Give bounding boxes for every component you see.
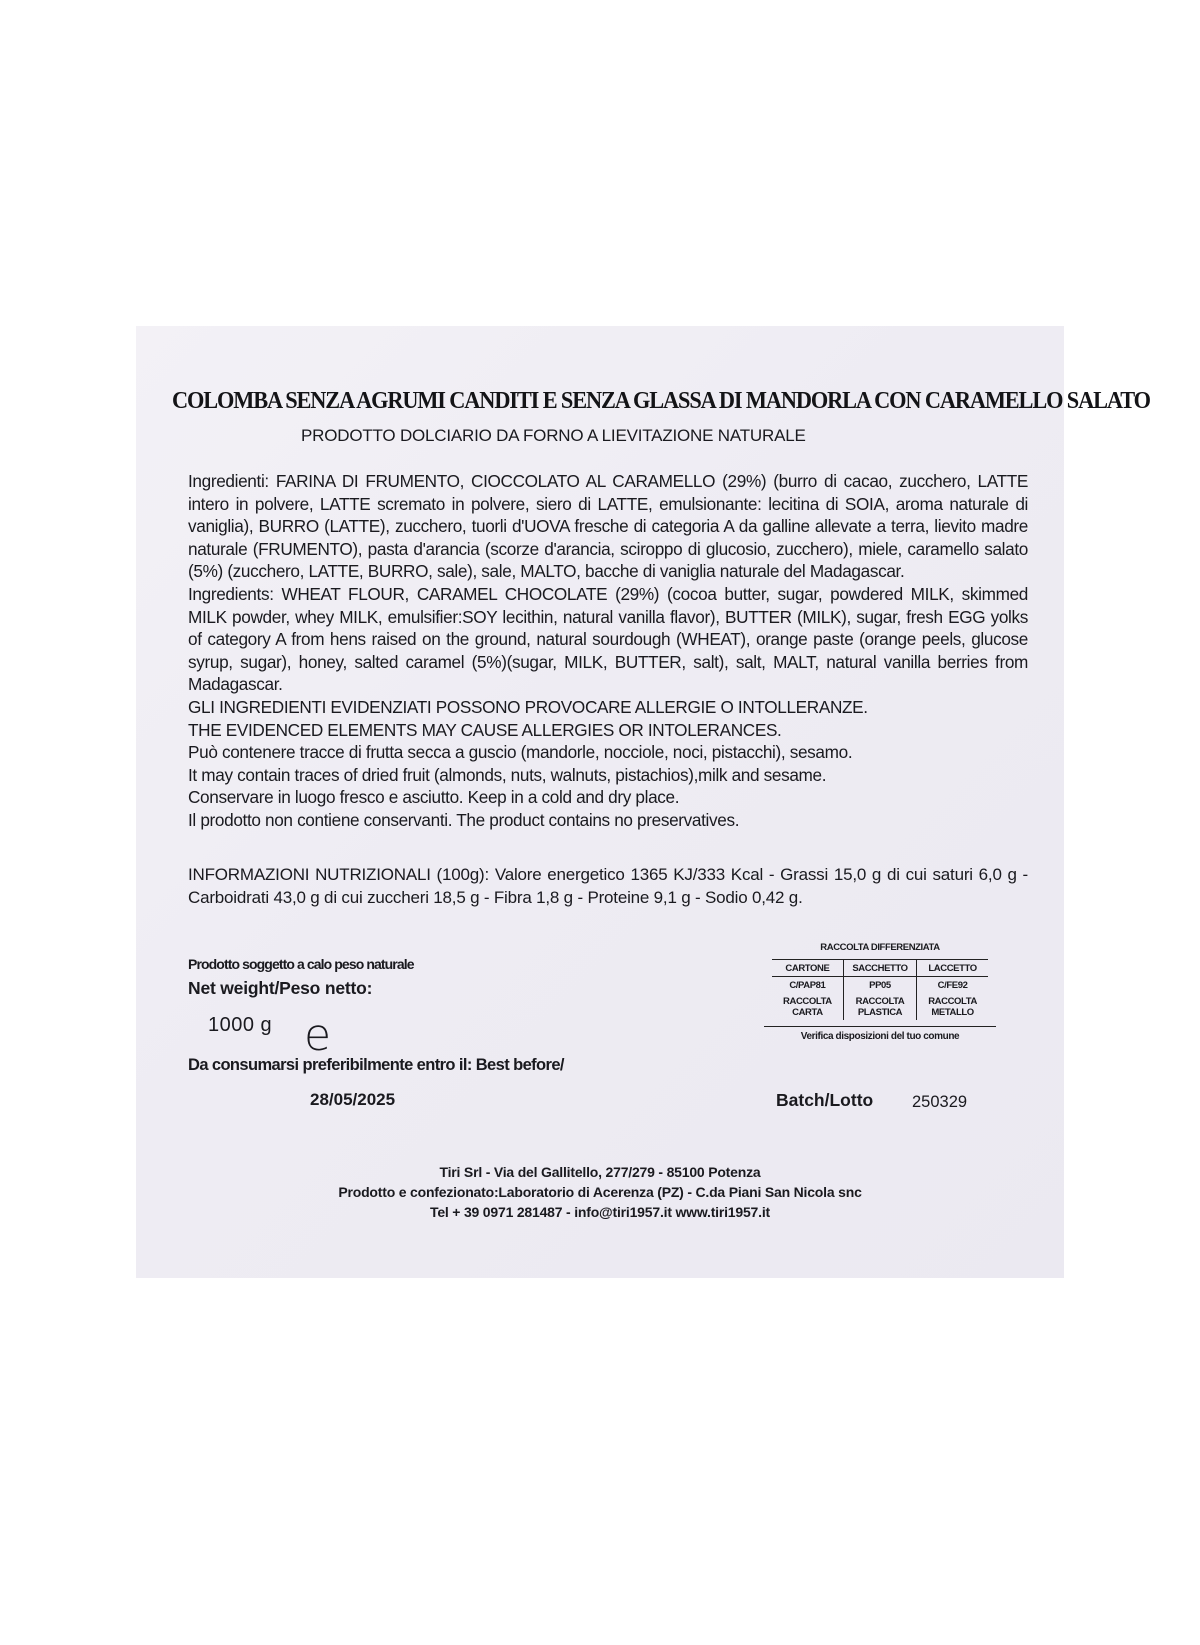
footer-address: Tiri Srl - Via del Gallitello, 277/279 - 85100 Potenza xyxy=(439,1164,761,1180)
batch-value: 250329 xyxy=(912,1093,968,1111)
recycling-col-collection: RACCOLTA PLASTICA xyxy=(843,993,916,1020)
recycling-col-name: LACCETTO xyxy=(917,960,988,977)
recycling-col-code: PP05 xyxy=(843,977,916,994)
recycling-col-collection: RACCOLTA METALLO xyxy=(917,993,988,1020)
product-title: COLOMBA SENZA AGRUMI CANDITI E SENZA GLASSA DI MANDORLA CON CARAMELLO SALATO xyxy=(172,388,1150,414)
recycling-note: Verifica disposizioni del tuo comune xyxy=(764,1026,996,1042)
company-footer xyxy=(136,1162,1064,1222)
allergy-warning-english: THE EVIDENCED ELEMENTS MAY CAUSE ALLERGIES OR INTOLERANCES. xyxy=(188,719,782,740)
preservatives-note: Il prodotto non contiene conservanti. The product contains no preservatives. xyxy=(188,809,740,830)
recycling-title: RACCOLTA DIFFERENZIATA xyxy=(772,942,988,960)
estimated-sign-icon: e xyxy=(304,1010,332,1061)
storage-instructions: Conservare in luogo fresco e asciutto. Keep in a cold and dry place. xyxy=(188,787,680,808)
product-label xyxy=(136,326,1150,1278)
batch-label: Batch/Lotto xyxy=(776,1090,874,1110)
allergy-warning-italian: GLI INGREDIENTI EVIDENZIATI POSSONO PROVOCARE ALLERGIE O INTOLLERANZE. xyxy=(188,696,868,717)
ingredients-block xyxy=(188,470,1028,832)
ingredients-english: Ingredients: WHEAT FLOUR, CARAMEL CHOCOLATE (29%) (cocoa butter, sugar, powdered MILK, skimmed MILK powder, whey MILK, emulsifier:SOY lecithin, natural vanilla flavor), BUTTER (MILK), sugar, fresh EGG yolks of category A from hens raised on the ground, natural sourdough (WHEAT), orange paste (orange peels, glucose syrup, sugar), honey, salted caramel (5%)(sugar, MILK, BUTTER, salt), salt, MALT, natural vanilla berries from Madagascar. xyxy=(188,583,1028,695)
footer-contacts: Tel + 39 0971 281487 - info@tiri1957.it www.tiri1957.it xyxy=(430,1204,770,1220)
best-before-date: 28/05/2025 xyxy=(310,1090,396,1109)
best-before-label: Da consumarsi preferibilmente entro il: Best before/ xyxy=(188,1056,564,1074)
recycling-col-code: C/FE92 xyxy=(917,977,988,994)
net-weight-label: Net weight/Peso netto: xyxy=(188,978,373,998)
product-subtitle: PRODOTTO DOLCIARIO DA FORNO A LIEVITAZIONE NATURALE xyxy=(301,426,806,445)
traces-italian: Può contenere tracce di frutta secca a guscio (mandorle, nocciole, noci, pistacchi), sesamo. xyxy=(188,742,853,763)
recycling-box xyxy=(764,942,996,1042)
recycling-col-name: SACCHETTO xyxy=(843,960,916,977)
ingredients-italian: Ingredienti: FARINA DI FRUMENTO, CIOCCOLATO AL CARAMELLO (29%) (burro di cacao, zucchero, LATTE intero in polvere, LATTE scremato in polvere, siero di LATTE, emulsionante: lecitina di SOIA, aroma naturale di vaniglia), BURRO (LATTE), zucchero, tuorli d'UOVA fresche di categoria A da galline allevate a terra, lievito madre naturale (FRUMENTO), pasta d'arancia (scorze d'arancia, sciroppo di glucosio, zucchero), miele, caramello salato (5%) (zucchero, LATTE, BURRO, sale), sale, MALTO, bacche di vaniglia naturale del Madagascar. xyxy=(188,471,1028,582)
traces-english: It may contain traces of dried fruit (almonds, nuts, walnuts, pistachios),milk and sesame. xyxy=(188,764,827,785)
recycling-table xyxy=(772,960,988,1020)
footer-production: Prodotto e confezionato:Laboratorio di Acerenza (PZ) - C.da Piani San Nicola snc xyxy=(338,1184,862,1200)
recycling-col-code: C/PAP81 xyxy=(789,980,826,991)
net-weight-value: 1000 g xyxy=(208,1014,273,1036)
nutrition-info: INFORMAZIONI NUTRIZIONALI (100g): Valore energetico 1365 KJ/333 Kcal - Grassi 15,0 g di cui saturi 6,0 g - Carboidrati 43,0 g di cui zuccheri 18,5 g - Fibra 1,8 g - Proteine 9,1 g - Sodio 0,42 g. xyxy=(188,865,1028,907)
recycling-col-collection: RACCOLTA CARTA xyxy=(783,996,832,1018)
recycling-col-name: CARTONE xyxy=(772,960,843,977)
weight-loss-note: Prodotto soggetto a calo peso naturale xyxy=(188,956,414,972)
